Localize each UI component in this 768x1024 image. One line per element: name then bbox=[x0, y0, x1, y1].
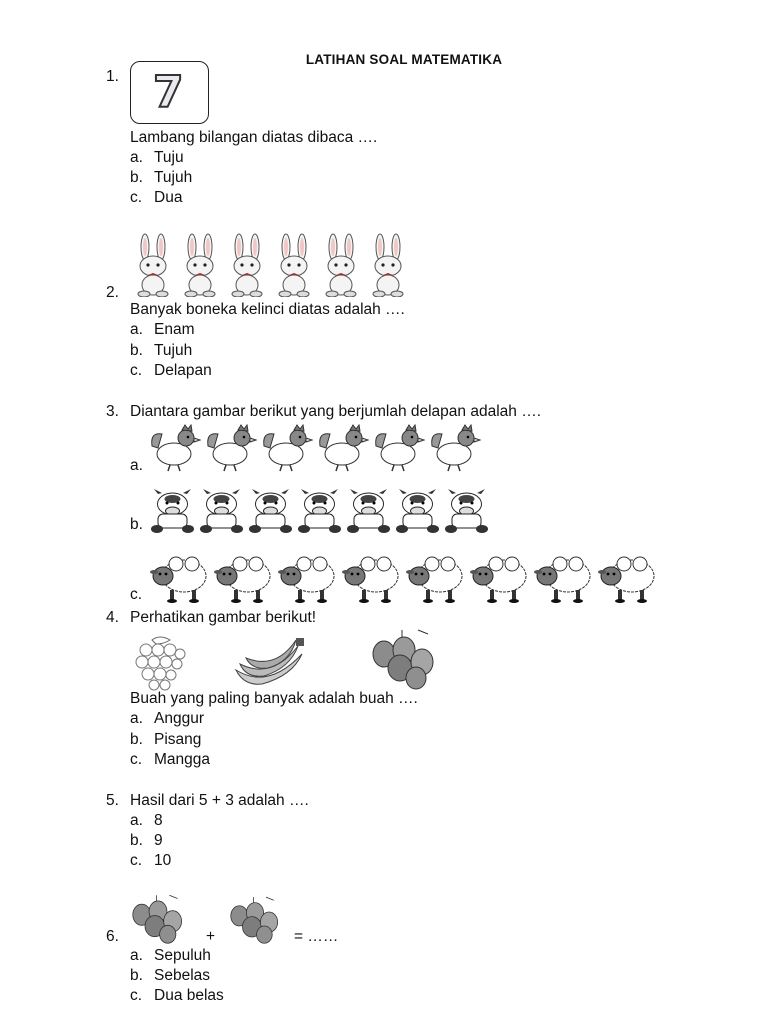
grapes-icon bbox=[130, 634, 190, 692]
q1-option-a: a. Tuju bbox=[130, 149, 184, 166]
sheep-icon bbox=[468, 552, 532, 604]
q2-text: Banyak boneka kelinci diatas adalah …. bbox=[130, 301, 405, 318]
q1-text: Lambang bilangan diatas dibaca …. bbox=[130, 129, 378, 146]
q5-option-c: c. 10 bbox=[130, 852, 172, 869]
rabbit-icon bbox=[178, 233, 222, 297]
q1-option-b: b. Tujuh bbox=[130, 169, 193, 186]
q1-number: 1. bbox=[106, 68, 119, 85]
rabbit-icon bbox=[366, 233, 410, 297]
q1-symbol: 7 bbox=[153, 67, 184, 118]
q3-option-c-label: c. bbox=[130, 586, 143, 603]
q6-number: 6. bbox=[106, 928, 119, 945]
rabbit-icon bbox=[272, 233, 316, 297]
q3-cow-row bbox=[148, 488, 491, 534]
sheep-icon bbox=[148, 552, 212, 604]
q3-text: Diantara gambar berikut yang berjumlah delapan adalah …. bbox=[130, 403, 541, 420]
q2-number: 2. bbox=[106, 284, 119, 301]
rabbit-icon bbox=[319, 233, 363, 297]
q3-option-b-label: b. bbox=[130, 516, 143, 533]
q6-plus-sign: + bbox=[206, 928, 216, 945]
q6-option-a: a. Sepuluh bbox=[130, 947, 211, 964]
q6-option-c: c. Dua belas bbox=[130, 987, 224, 1004]
q4-option-a: a. Anggur bbox=[130, 710, 204, 727]
sheep-icon bbox=[276, 552, 340, 604]
q5-option-a: a. 8 bbox=[130, 812, 163, 829]
sheep-icon bbox=[532, 552, 596, 604]
sheep-icon bbox=[340, 552, 404, 604]
cow-icon bbox=[246, 488, 295, 534]
chicken-icon bbox=[316, 422, 372, 472]
cow-icon bbox=[295, 488, 344, 534]
q5-number: 5. bbox=[106, 792, 119, 809]
q3-sheep-row bbox=[148, 552, 660, 604]
mango-icon bbox=[370, 626, 438, 690]
q5-text: Hasil dari 5 + 3 adalah …. bbox=[130, 792, 309, 809]
mango-icon bbox=[130, 892, 186, 944]
page-title: LATIHAN SOAL MATEMATIKA bbox=[305, 52, 503, 67]
chicken-icon bbox=[260, 422, 316, 472]
cow-icon bbox=[344, 488, 393, 534]
q4-number: 4. bbox=[106, 609, 119, 626]
chicken-icon bbox=[148, 422, 204, 472]
q4-option-c: c. Mangga bbox=[130, 751, 211, 768]
q6-option-b: b. Sebelas bbox=[130, 967, 211, 984]
mango-icon bbox=[228, 894, 282, 944]
sheep-icon bbox=[596, 552, 660, 604]
chicken-icon bbox=[428, 422, 484, 472]
sheep-icon bbox=[404, 552, 468, 604]
q2-rabbit-row bbox=[131, 233, 410, 297]
q2-option-b: b. Tujuh bbox=[130, 342, 193, 359]
q2-option-a: a. Enam bbox=[130, 321, 195, 338]
q6-equals: = …… bbox=[294, 928, 339, 945]
rabbit-icon bbox=[225, 233, 269, 297]
q3-number: 3. bbox=[106, 403, 119, 420]
rabbit-icon bbox=[131, 233, 175, 297]
q1-number-box bbox=[130, 61, 209, 124]
cow-icon bbox=[148, 488, 197, 534]
cow-icon bbox=[442, 488, 491, 534]
q4-text: Perhatikan gambar berikut! bbox=[130, 609, 317, 626]
q3-chicken-row bbox=[148, 422, 484, 472]
q4-question: Buah yang paling banyak adalah buah …. bbox=[130, 690, 418, 707]
q3-option-a-label: a. bbox=[130, 457, 143, 474]
q4-option-b: b. Pisang bbox=[130, 731, 202, 748]
cow-icon bbox=[197, 488, 246, 534]
chicken-icon bbox=[372, 422, 428, 472]
q2-option-c: c. Delapan bbox=[130, 362, 212, 379]
sheep-icon bbox=[212, 552, 276, 604]
cow-icon bbox=[393, 488, 442, 534]
q5-option-b: b. 9 bbox=[130, 832, 163, 849]
chicken-icon bbox=[204, 422, 260, 472]
q1-option-c: c. Dua bbox=[130, 189, 183, 206]
banana-icon bbox=[232, 636, 312, 690]
